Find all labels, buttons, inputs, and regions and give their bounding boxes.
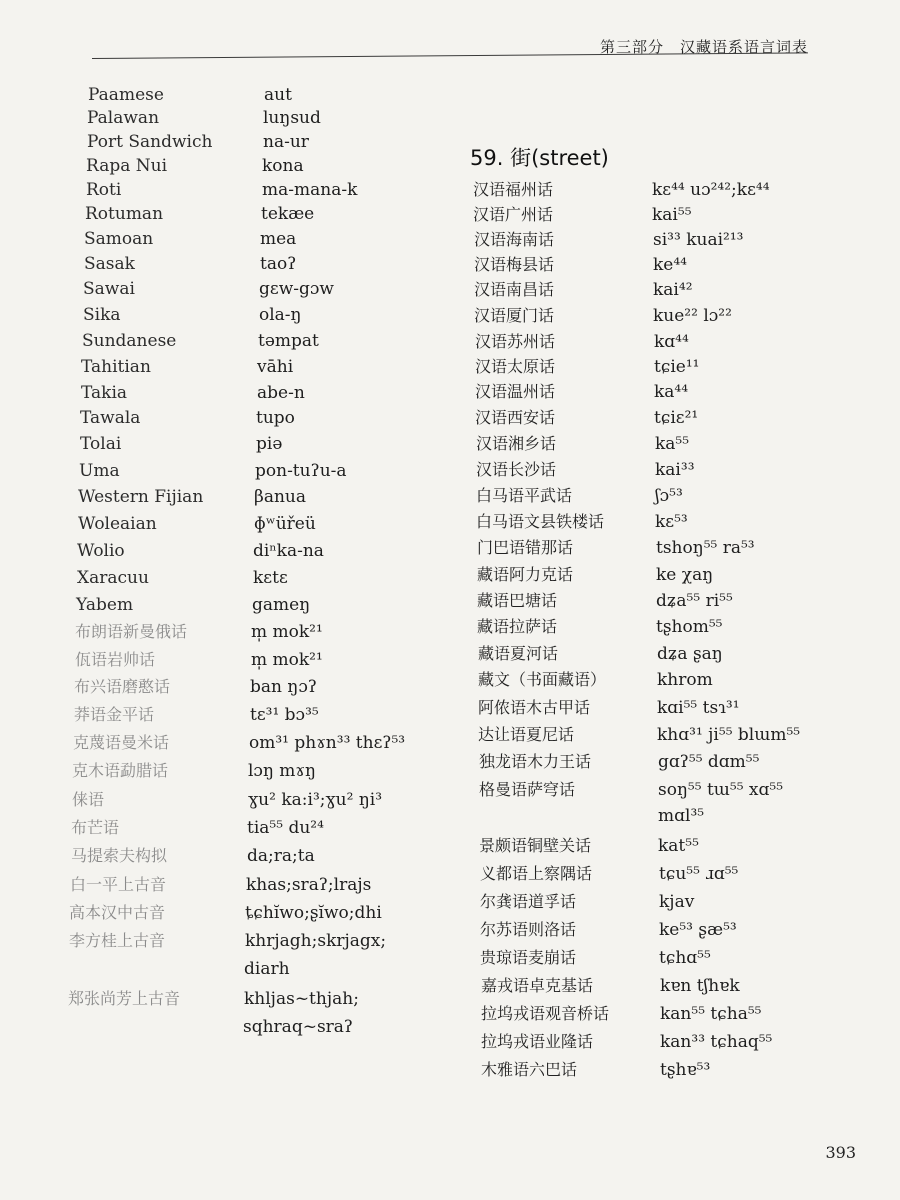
language-name: Port Sandwich [87, 132, 213, 152]
language-name: 汉语梅县话 [474, 255, 555, 274]
language-name: Tolai [80, 434, 122, 454]
word-form: mɑl³⁵ [658, 806, 705, 826]
section-title: 59. 街(street) [470, 146, 609, 170]
language-name: 白马语文县铁楼话 [476, 512, 605, 531]
word-form: kan³³ tɕhaq⁵⁵ [660, 1032, 773, 1052]
language-name: 尔龚语道孚话 [480, 892, 577, 911]
word-form: ke χaŋ [656, 565, 714, 585]
language-name: 门巴语错那话 [477, 538, 574, 557]
language-name: 汉语西安话 [475, 408, 556, 427]
language-name: 达让语夏尼话 [478, 725, 575, 744]
language-name: Tawala [80, 408, 141, 428]
language-name: Yabem [76, 595, 134, 615]
language-name: Western Fijian [78, 487, 204, 507]
word-form: kɛ⁴⁴ uɔ²⁴²;kɛ⁴⁴ [652, 180, 770, 200]
word-form: aut [264, 85, 292, 105]
language-name: Wolio [77, 541, 125, 561]
word-form: diⁿka-na [253, 541, 324, 561]
word-form: kɐn tʃhɐk [660, 976, 740, 996]
language-name: 藏文（书面藏语） [478, 670, 607, 689]
language-name: 白马语平武话 [476, 486, 573, 505]
language-name: Tahitian [81, 357, 151, 377]
word-form: dʑa⁵⁵ ri⁵⁵ [656, 591, 733, 611]
word-form: ʃɔ⁵³ [655, 486, 683, 506]
word-form: kona [262, 156, 304, 176]
language-name: 佤语岩帅话 [75, 650, 156, 669]
language-name: 木雅语六巴话 [481, 1060, 578, 1079]
word-form: kɑi⁵⁵ tsɿ³¹ [657, 698, 740, 718]
language-name: Samoan [84, 229, 154, 249]
language-name: 藏语拉萨话 [477, 617, 558, 636]
word-form: ola-ŋ [259, 305, 302, 325]
language-name: 莽语金平话 [74, 705, 155, 724]
word-form: ɸʷüřeü [254, 514, 316, 534]
language-name: Rapa Nui [86, 156, 168, 176]
word-form: piə [256, 434, 283, 454]
word-form: kɛtɛ [253, 568, 288, 588]
language-name: 汉语长沙话 [476, 460, 557, 479]
language-name: 贵琼语麦崩话 [480, 948, 577, 967]
language-name: 格曼语萨穹话 [479, 780, 576, 799]
language-name: 嘉戎语卓克基话 [481, 976, 594, 995]
language-name: Palawan [87, 108, 160, 128]
language-name: Takia [81, 383, 128, 403]
language-name: 拉坞戎语业隆话 [481, 1032, 594, 1051]
word-form: luŋsud [263, 108, 321, 128]
language-name: 汉语太原话 [475, 357, 556, 376]
word-form: gameŋ [252, 595, 311, 615]
word-form: ke⁴⁴ [653, 255, 687, 275]
word-form: soŋ⁵⁵ tɯ⁵⁵ xɑ⁵⁵ [658, 780, 784, 800]
word-form: tʂhɐ⁵³ [660, 1060, 711, 1080]
word-form: khrjagh;skrjagx; [245, 931, 387, 951]
word-form: om³¹ phɤn³³ thɛʔ⁵³ [249, 733, 406, 753]
word-form: sqhraq~sraʔ [243, 1017, 354, 1037]
word-form: tʂhom⁵⁵ [656, 617, 723, 637]
word-form: təmpat [258, 331, 319, 351]
language-name: Sawai [83, 279, 135, 299]
word-form: abe-n [257, 383, 305, 403]
running-header: 第三部分 汉藏语系语言词表 [599, 38, 808, 56]
language-name: 阿侬语木古甲话 [478, 698, 591, 717]
language-name: 李方桂上古音 [69, 931, 166, 950]
language-name: 汉语苏州话 [475, 332, 556, 351]
word-form: tɕu⁵⁵ ɹɑ⁵⁵ [659, 864, 739, 884]
word-form: kɑ⁴⁴ [654, 332, 689, 352]
word-form: tɕie¹¹ [654, 357, 700, 377]
language-name: 白一平上古音 [70, 875, 167, 894]
language-name: 汉语福州话 [473, 180, 554, 199]
word-form: dʑa ʂaŋ [657, 644, 723, 664]
language-name: 汉语厦门话 [474, 306, 555, 325]
language-name: 克木语勐腊话 [72, 761, 169, 780]
word-form: diarh [244, 959, 290, 979]
word-form: mea [260, 229, 297, 249]
language-name: Uma [79, 461, 120, 481]
word-form: ka⁵⁵ [655, 434, 690, 454]
word-form: gɑʔ⁵⁵ dɑm⁵⁵ [658, 752, 760, 772]
language-name: 俫语 [72, 790, 105, 809]
word-form: ma-mana-k [262, 180, 358, 200]
word-form: tupo [256, 408, 295, 428]
word-form: si³³ kuai²¹³ [653, 230, 744, 250]
word-form: kjav [659, 892, 695, 912]
word-form: khɑ³¹ ji⁵⁵ blɯm⁵⁵ [657, 725, 801, 745]
language-name: 独龙语木力王话 [479, 752, 592, 771]
language-name: 汉语湘乡话 [476, 434, 557, 453]
language-name: 藏语巴塘话 [477, 591, 558, 610]
language-name: 克蔑语曼米话 [73, 733, 170, 752]
word-form: lɔŋ mɤŋ [248, 761, 316, 781]
language-name: Xaracuu [77, 568, 149, 588]
word-form: m̩ mok²¹ [251, 650, 323, 670]
word-form: khas;sraʔ;lrajs [246, 875, 372, 895]
language-name: 拉坞戎语观音桥话 [481, 1004, 610, 1023]
word-form: kan⁵⁵ tɕha⁵⁵ [660, 1004, 762, 1024]
word-form: pon-tuʔu-a [255, 461, 347, 481]
word-form: tia⁵⁵ du²⁴ [247, 818, 324, 838]
word-form: vāhi [257, 357, 294, 377]
language-name: 布芒语 [71, 818, 120, 837]
word-form: ka⁴⁴ [654, 382, 689, 402]
word-form: m̩ mok²¹ [251, 622, 323, 642]
language-name: 藏语阿力克话 [477, 565, 574, 584]
language-name: 尔苏语则洛话 [480, 920, 577, 939]
language-name: 郑张尚芳上古音 [68, 989, 181, 1008]
word-form: tshoŋ⁵⁵ ra⁵³ [656, 538, 755, 558]
language-name: 高本汉中古音 [69, 903, 166, 922]
word-form: tɛ³¹ bɔ³⁵ [250, 705, 319, 725]
word-form: na-ur [263, 132, 309, 152]
language-name: 布朗语新曼俄话 [75, 622, 188, 641]
word-form: kai³³ [655, 460, 695, 480]
language-name: Sasak [84, 254, 135, 274]
language-name: 义都语上察隅话 [480, 864, 593, 883]
language-name: Woleaian [78, 514, 157, 534]
language-name: Sika [83, 305, 121, 325]
language-name: 藏语夏河话 [478, 644, 559, 663]
word-form: kai⁵⁵ [652, 205, 692, 225]
page-number: 393 [825, 1143, 856, 1162]
word-form: gɛw-gɔw [259, 279, 334, 299]
language-name: 汉语海南话 [474, 230, 555, 249]
word-form: taoʔ [260, 254, 297, 274]
language-name: 汉语温州话 [475, 382, 556, 401]
word-form: khljas~thjah; [244, 989, 359, 1009]
word-form: kat⁵⁵ [658, 836, 699, 856]
word-form: tekæe [261, 204, 315, 224]
language-name: 景颇语铜壁关话 [479, 836, 592, 855]
word-form: ke⁵³ ʂæ⁵³ [659, 920, 737, 940]
word-form: ban ŋɔʔ [250, 677, 317, 697]
language-name: 布兴语磨憨话 [74, 677, 171, 696]
language-name: Paamese [88, 85, 164, 105]
word-form: kue²² lɔ²² [653, 306, 732, 326]
language-name: 汉语广州话 [473, 205, 554, 224]
word-form: βanua [254, 487, 306, 507]
word-form: ȶɕhĭwo;ʂĭwo;dhi [245, 903, 382, 923]
word-form: tɕhɑ⁵⁵ [659, 948, 711, 968]
word-form: da;ra;ta [247, 846, 315, 866]
word-form: khrom [657, 670, 713, 690]
language-name: 马提索夫构拟 [71, 846, 168, 865]
word-form: ɣu² ka:i³;ɣu² ŋi³ [248, 790, 383, 810]
language-name: Sundanese [82, 331, 177, 351]
word-form: tɕiɛ²¹ [654, 408, 699, 428]
word-form: kai⁴² [653, 280, 693, 300]
language-name: 汉语南昌话 [474, 280, 555, 299]
language-name: Roti [86, 180, 122, 200]
language-name: Rotuman [85, 204, 164, 224]
word-form: kɛ⁵³ [655, 512, 688, 532]
